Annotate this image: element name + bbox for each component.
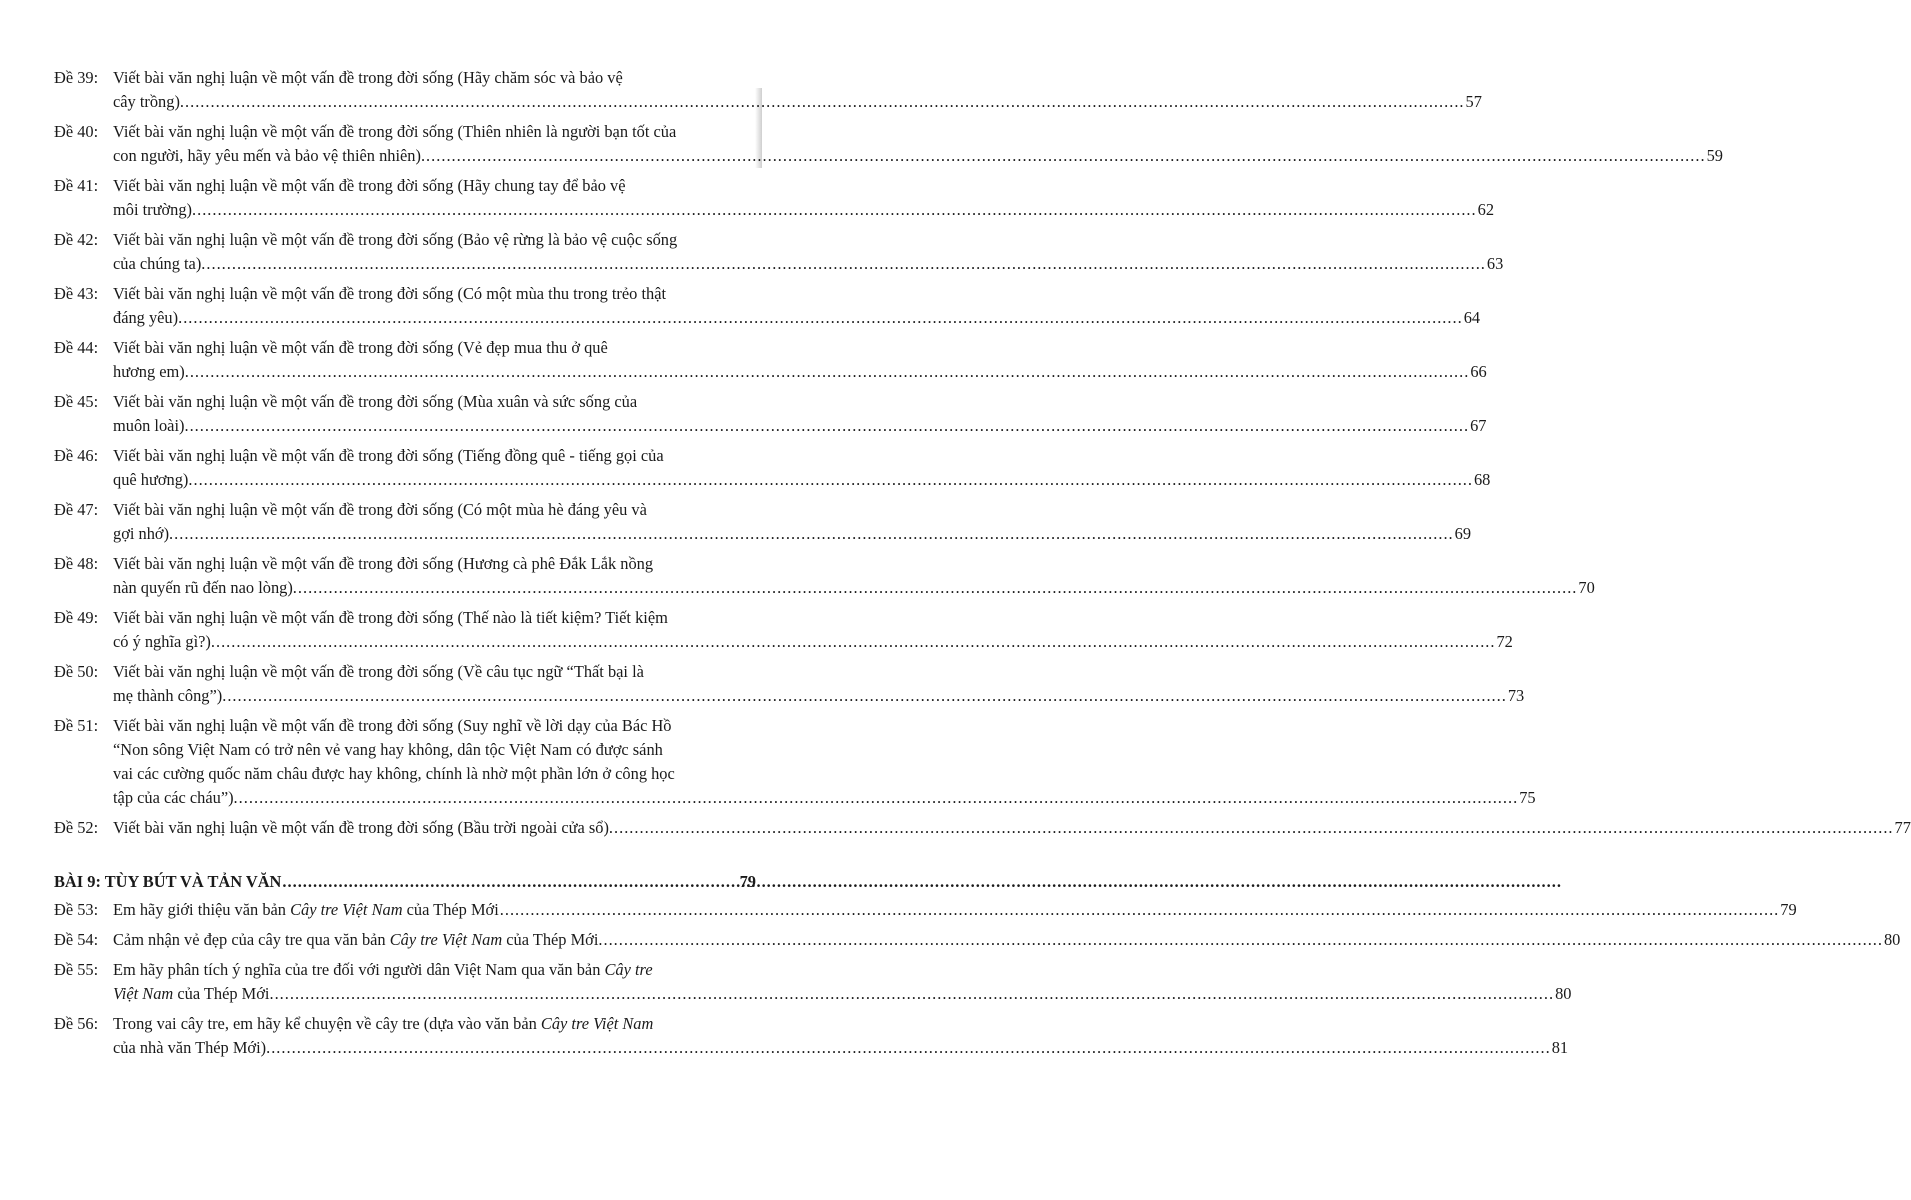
page-number: 73 [1507,686,1525,705]
entry-prefix: Đề 55: [54,960,103,979]
entry-line-1: Viết bài văn nghị luận về một vấn đề trong đời sống (Suy nghĩ về lời dạy của Bác Hồ [113,716,672,735]
page-number: 62 [1477,200,1495,219]
page-number: 80 [1883,930,1901,949]
page-number: 79 [739,872,756,891]
entry-last-line [113,522,1471,546]
leader-dots [275,982,1555,1006]
leader-dots [174,522,1454,546]
entry-content [113,174,1494,222]
toc-entry-51 [54,714,1536,810]
page-number: 57 [1465,92,1482,111]
entry-text-after: của Thép Mới. [173,984,274,1003]
work-title: Cây tre Việt Nam [290,900,403,919]
entry-content [113,120,1723,168]
entry-text: Viết bài văn nghị luận về một vấn đề trong đời sống (Bầu trời ngoài cửa sổ). [113,818,614,837]
entry-line-2: của chúng ta). [113,254,206,273]
leader-dots [227,684,1507,708]
entry-content [113,66,1482,114]
entry-content [113,390,1486,438]
page-number: 75 [1519,788,1536,807]
entry-last-line [113,144,1723,168]
entry-text [113,898,499,922]
page-number: 72 [1496,632,1513,651]
entry-line-1: Viết bài văn nghị luận về một vấn đề trong đời sống (Hãy chăm sóc và bảo vệ [113,68,623,87]
entry-last-line [113,252,1503,276]
entry-line-2: mẹ thành công”). [113,686,227,705]
leader-dots [190,360,1470,384]
entry-content [113,282,1480,330]
toc-entry-49 [54,606,1513,654]
entry-content [113,1012,1568,1060]
toc-entry-46 [54,444,1491,492]
entry-line-1: Viết bài văn nghị luận về một vấn đề trong đời sống (Tiếng đồng quê - tiếng gọi của [113,446,664,465]
leader-dots [190,414,1470,438]
entry-prefix: Đề 51: [54,716,103,735]
toc-entry-44 [54,336,1487,384]
entry-prefix: Đề 48: [54,554,103,573]
entry-text-after: của Thép Mới. [502,930,603,949]
entry-content [113,898,1797,922]
entry-line-1: Viết bài văn nghị luận về một vấn đề trong đời sống (Thiên nhiên là người bạn tốt của [113,122,677,141]
toc-entry-43 [54,282,1481,330]
entry-prefix: Đề 54: [54,930,103,949]
work-title: Cây tre [604,960,653,979]
entry-last-line [113,306,1480,330]
entry-content [113,606,1513,654]
leader-dots [216,630,1496,654]
page-number: 77 [1894,818,1911,837]
leader-dots [183,306,1463,330]
entry-line-1: Viết bài văn nghị luận về một vấn đề trong đời sống (Mùa xuân và sức sống của [113,392,638,411]
page-number: 67 [1470,416,1487,435]
entry-prefix: Đề 52: [54,818,103,837]
entry-line-2: môi trường). [113,200,197,219]
toc-entry-53 [54,898,1797,922]
entry-line-2: cây trồng). [113,92,184,111]
work-title: Việt Nam [113,984,174,1003]
entry-content [113,228,1503,276]
toc-entry-48 [54,552,1595,600]
entry-line-2: con người, hãy yêu mến và bảo vệ thiên nhiên). [113,146,426,165]
entry-last-line [113,414,1486,438]
entry-line-1: Viết bài văn nghị luận về một vấn đề trong đời sống (Hương cà phê Đắk Lắk nồng [113,554,654,573]
leader-dots [197,198,1477,222]
entry-line-1: Viết bài văn nghị luận về một vấn đề trong đời sống (Về câu tục ngữ “Thất bại là [113,662,644,681]
entry-line-2: nàn quyến rũ đến nao lòng). [113,578,297,597]
entry-prefix: Đề 49: [54,608,103,627]
entry-content [113,958,1571,1006]
page-number: 66 [1470,362,1487,381]
entry-prefix: Đề 43: [54,284,103,303]
entry-content [113,498,1471,546]
entry-line-1: Viết bài văn nghị luận về một vấn đề trong đời sống (Hãy chung tay để bảo vệ [113,176,626,195]
toc-entry-41 [54,174,1495,222]
toc-entry-42 [54,228,1504,276]
page-number: 70 [1578,578,1595,597]
entry-text-before: Em hãy giới thiệu văn bản [113,900,291,919]
entry-line-1: Viết bài văn nghị luận về một vấn đề trong đời sống (Vẻ đẹp mua thu ở quê [113,338,608,357]
entry-content [113,444,1490,492]
leader-dots [185,90,1465,114]
entry-prefix: Đề 47: [54,500,103,519]
leader-dots [500,898,1780,922]
toc-entry-45 [54,390,1487,438]
entry-line-1: Viết bài văn nghị luận về một vấn đề trong đời sống (Có một mùa thu trong trẻo thật [113,284,667,303]
entry-text-before: Cảm nhận vẻ đẹp của cây tre qua văn bản [113,930,390,949]
entry-prefix: Đề 45: [54,392,103,411]
entry-content [113,816,1911,840]
entry-text-after: của Thép Mới [402,900,499,919]
toc-entry-39 [54,66,1482,114]
toc-entry-50 [54,660,1525,708]
entry-last-line [113,576,1595,600]
leader-dots [614,816,1894,840]
entry-prefix: Đề 44: [54,338,103,357]
leader-dots [426,144,1706,168]
entry-text [113,928,602,952]
section-title: BÀI 9: TÙY BÚT VÀ TẢN VĂN [54,872,282,891]
leader-dots [271,1036,1551,1060]
entry-line-2: quê hương). [113,470,193,489]
entry-content [113,552,1595,600]
entry-prefix: Đề 42: [54,230,103,249]
leader-dots [239,786,1519,810]
entry-line-2: của nhà văn Thép Mới). [113,1038,271,1057]
page-number: 63 [1486,254,1504,273]
entry-line-2: “Non sông Việt Nam có trở nên vẻ vang hay không, dân tộc Việt Nam có được sánh [113,740,663,759]
entry-line-1: Viết bài văn nghị luận về một vấn đề trong đời sống (Thế nào là tiết kiệm? Tiết kiệm [113,608,668,627]
entry-prefix: Đề 50: [54,662,103,681]
leader-dots [282,870,738,894]
entry-line-2 [113,982,274,1006]
leader-dots [206,252,1486,276]
entry-text-before: Trong vai cây tre, em hãy kể chuyện về cây tre (dựa vào văn bản [113,1014,541,1033]
entry-last-line [113,1036,1568,1060]
leader-dots [193,468,1473,492]
entry-content [113,660,1524,708]
page-number: 69 [1454,524,1472,543]
entry-content [113,928,1900,952]
section-heading-bai-9 [54,870,756,894]
entry-content [113,714,1536,810]
toc-entry-55 [54,958,1572,1006]
entry-last-line [113,468,1490,492]
toc-entry-56 [54,1012,1569,1060]
entry-content [113,336,1487,384]
toc-entry-54 [54,928,1901,952]
page-number: 64 [1463,308,1481,327]
entry-line-1 [113,1012,1568,1036]
entry-line-1: Viết bài văn nghị luận về một vấn đề trong đời sống (Bảo vệ rừng là bảo vệ cuộc sống [113,230,678,249]
entry-text-before: Em hãy phân tích ý nghĩa của tre đối với người dân Việt Nam qua văn bản [113,960,605,979]
entry-last-line [113,90,1482,114]
toc-entry-40 [54,120,1723,168]
entry-last-line [113,684,1524,708]
page-number: 80 [1555,984,1572,1003]
entry-line-2: có ý nghĩa gì?). [113,632,215,651]
entry-last-line [113,786,1536,810]
entry-line-1 [113,958,1571,982]
entry-line-4: tập của các cháu”). [113,788,238,807]
entry-last-line [113,198,1494,222]
toc-entry-52 [54,816,1911,840]
entry-line-1: Viết bài văn nghị luận về một vấn đề trong đời sống (Có một mùa hè đáng yêu và [113,500,647,519]
work-title: Cây tre Việt Nam [389,930,503,949]
entry-line-2: đáng yêu). [113,308,183,327]
work-title: Cây tre Việt Nam [540,1014,654,1033]
page-number: 81 [1551,1038,1569,1057]
entry-prefix: Đề 41: [54,176,103,195]
leader-dots [603,928,1883,952]
entry-last-line [113,360,1487,384]
entry-prefix: Đề 56: [54,1014,103,1033]
entry-prefix: Đề 40: [54,122,103,141]
entry-prefix: Đề 39: [54,68,103,87]
entry-prefix: Đề 46: [54,446,103,465]
entry-line-2: hương em). [113,362,189,381]
entry-last-line [113,630,1513,654]
table-of-contents [54,66,1911,1066]
page-number: 79 [1780,900,1797,919]
entry-prefix: Đề 53: [54,900,103,919]
entry-line-2: muôn loài). [113,416,189,435]
page-number: 59 [1706,146,1723,165]
entry-line-3: vai các cường quốc năm châu được hay không, chính là nhờ một phần lớn ở công học [113,764,675,783]
page-number: 68 [1473,470,1491,489]
leader-dots [298,576,1578,600]
toc-entry-47 [54,498,1472,546]
entry-last-line [113,982,1571,1006]
entry-line-2: gợi nhớ). [113,524,174,543]
